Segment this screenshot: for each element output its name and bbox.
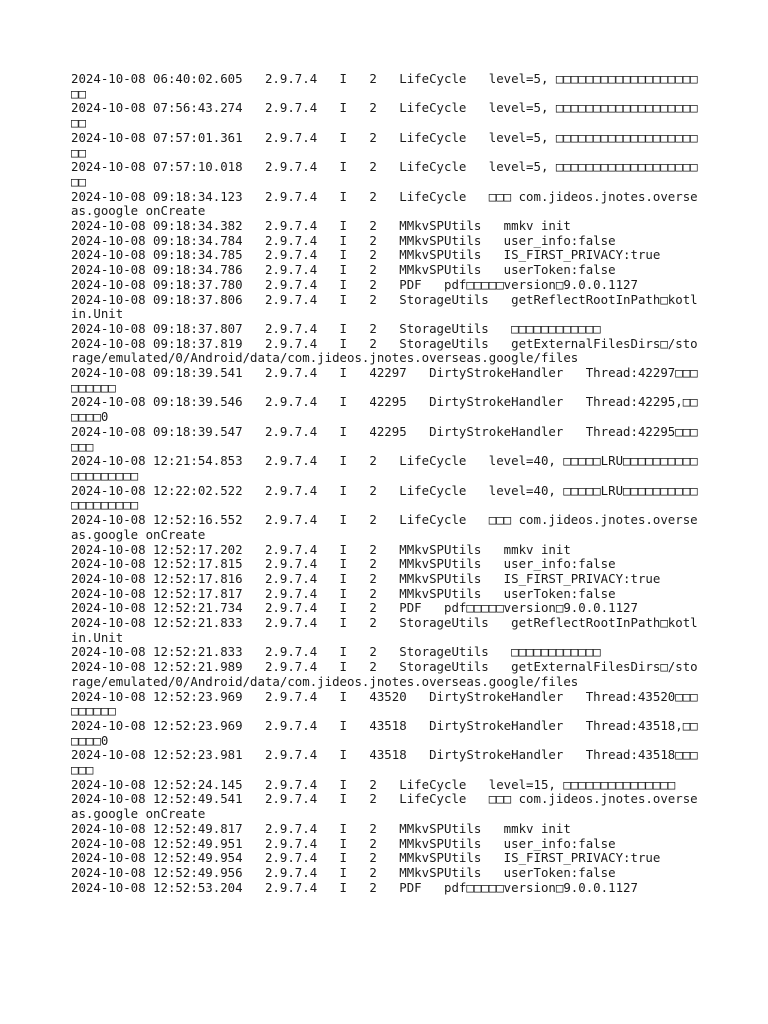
- log-line: 2024-10-08 12:52:23.969 2.9.7.4 I 43518 DirtyStrokeHandler Thread:43518,□□□□□□0: [71, 717, 698, 748]
- log-document: [71, 72, 701, 895]
- log-line: 2024-10-08 12:52:21.833 2.9.7.4 I 2 StorageUtils getReflectRootInPath□kotlin.Unit: [71, 615, 698, 645]
- log-line: 2024-10-08 12:52:49.954 2.9.7.4 I 2 MMkvSPUtils IS_FIRST_PRIVACY:true: [71, 850, 661, 866]
- log-line: 2024-10-08 12:52:49.956 2.9.7.4 I 2 MMkvSPUtils userToken:false: [71, 864, 616, 880]
- log-line: 2024-10-08 12:52:21.734 2.9.7.4 I 2 PDF pdf□□□□□version□9.0.0.1127: [71, 600, 638, 616]
- log-line: 2024-10-08 07:57:10.018 2.9.7.4 I 2 LifeCycle level=5, □□□□□□□□□□□□□□□□□□□□□: [71, 159, 698, 189]
- log-line: 2024-10-08 07:56:43.274 2.9.7.4 I 2 LifeCycle level=5, □□□□□□□□□□□□□□□□□□□□□: [71, 100, 698, 131]
- log-line: 2024-10-08 12:52:23.969 2.9.7.4 I 43520 DirtyStrokeHandler Thread:43520□□□□□□□□□: [71, 688, 698, 719]
- log-line: 2024-10-08 07:57:01.361 2.9.7.4 I 2 LifeCycle level=5, □□□□□□□□□□□□□□□□□□□□□: [71, 129, 698, 160]
- log-line: 2024-10-08 12:52:23.981 2.9.7.4 I 43518 DirtyStrokeHandler Thread:43518□□□□□□: [71, 747, 698, 778]
- log-line: 2024-10-08 09:18:37.807 2.9.7.4 I 2 StorageUtils □□□□□□□□□□□□: [71, 320, 601, 336]
- log-line: 2024-10-08 09:18:37.819 2.9.7.4 I 2 StorageUtils getExternalFilesDirs□/storage/emulated/0/Android/data/com.jideos.jnotes.overseas.google/files: [71, 335, 698, 366]
- log-line: 2024-10-08 09:18:34.784 2.9.7.4 I 2 MMkvSPUtils user_info:false: [71, 232, 616, 248]
- log-line: 2024-10-08 09:18:34.785 2.9.7.4 I 2 MMkvSPUtils IS_FIRST_PRIVACY:true: [71, 247, 661, 263]
- log-line: 2024-10-08 12:52:21.833 2.9.7.4 I 2 StorageUtils □□□□□□□□□□□□: [71, 644, 601, 660]
- log-line: 2024-10-08 09:18:39.547 2.9.7.4 I 42295 DirtyStrokeHandler Thread:42295□□□□□□: [71, 423, 698, 454]
- log-line: 2024-10-08 12:52:49.951 2.9.7.4 I 2 MMkvSPUtils user_info:false: [71, 835, 616, 851]
- log-line: 2024-10-08 09:18:39.546 2.9.7.4 I 42295 DirtyStrokeHandler Thread:42295,□□□□□□0: [71, 394, 698, 425]
- log-line: 2024-10-08 12:52:49.817 2.9.7.4 I 2 MMkvSPUtils mmkv init: [71, 820, 571, 836]
- log-line: 2024-10-08 09:18:37.806 2.9.7.4 I 2 StorageUtils getReflectRootInPath□kotlin.Unit: [71, 291, 698, 322]
- log-line: 2024-10-08 12:52:17.202 2.9.7.4 I 2 MMkvSPUtils mmkv init: [71, 541, 571, 557]
- log-line: 2024-10-08 12:52:17.817 2.9.7.4 I 2 MMkvSPUtils userToken:false: [71, 585, 616, 601]
- log-line: 2024-10-08 12:52:21.989 2.9.7.4 I 2 StorageUtils getExternalFilesDirs□/storage/emulated/0/Android/data/com.jideos.jnotes.overseas.google/files: [71, 659, 698, 689]
- log-line: 2024-10-08 09:18:34.786 2.9.7.4 I 2 MMkvSPUtils userToken:false: [71, 262, 616, 278]
- log-line: 2024-10-08 12:52:17.815 2.9.7.4 I 2 MMkvSPUtils user_info:false: [71, 556, 616, 572]
- log-line: 2024-10-08 09:18:39.541 2.9.7.4 I 42297 DirtyStrokeHandler Thread:42297□□□□□□□□□: [71, 365, 698, 395]
- log-line: 2024-10-08 12:52:24.145 2.9.7.4 I 2 LifeCycle level=15, □□□□□□□□□□□□□□□: [71, 776, 676, 792]
- log-line: 2024-10-08 09:18:34.123 2.9.7.4 I 2 LifeCycle □□□ com.jideos.jnotes.overseas.google onCreate: [71, 188, 698, 219]
- log-line: 2024-10-08 09:18:34.382 2.9.7.4 I 2 MMkvSPUtils mmkv init: [71, 218, 571, 234]
- log-line: 2024-10-08 12:52:17.816 2.9.7.4 I 2 MMkvSPUtils IS_FIRST_PRIVACY:true: [71, 570, 661, 586]
- log-line: 2024-10-08 12:52:49.541 2.9.7.4 I 2 LifeCycle □□□ com.jideos.jnotes.overseas.google onCreate: [71, 791, 698, 822]
- log-line: 2024-10-08 12:21:54.853 2.9.7.4 I 2 LifeCycle level=40, □□□□□LRU□□□□□□□□□□□□□□□□□□□: [71, 453, 698, 483]
- log-line: 2024-10-08 12:52:16.552 2.9.7.4 I 2 LifeCycle □□□ com.jideos.jnotes.overseas.google onCreate: [71, 512, 698, 542]
- log-line: 2024-10-08 09:18:37.780 2.9.7.4 I 2 PDF pdf□□□□□version□9.0.0.1127: [71, 276, 638, 292]
- log-line: 2024-10-08 06:40:02.605 2.9.7.4 I 2 LifeCycle level=5, □□□□□□□□□□□□□□□□□□□□□: [71, 71, 698, 101]
- log-line: 2024-10-08 12:52:53.204 2.9.7.4 I 2 PDF pdf□□□□□version□9.0.0.1127: [71, 879, 638, 895]
- log-line: 2024-10-08 12:22:02.522 2.9.7.4 I 2 LifeCycle level=40, □□□□□LRU□□□□□□□□□□□□□□□□□□□: [71, 482, 698, 513]
